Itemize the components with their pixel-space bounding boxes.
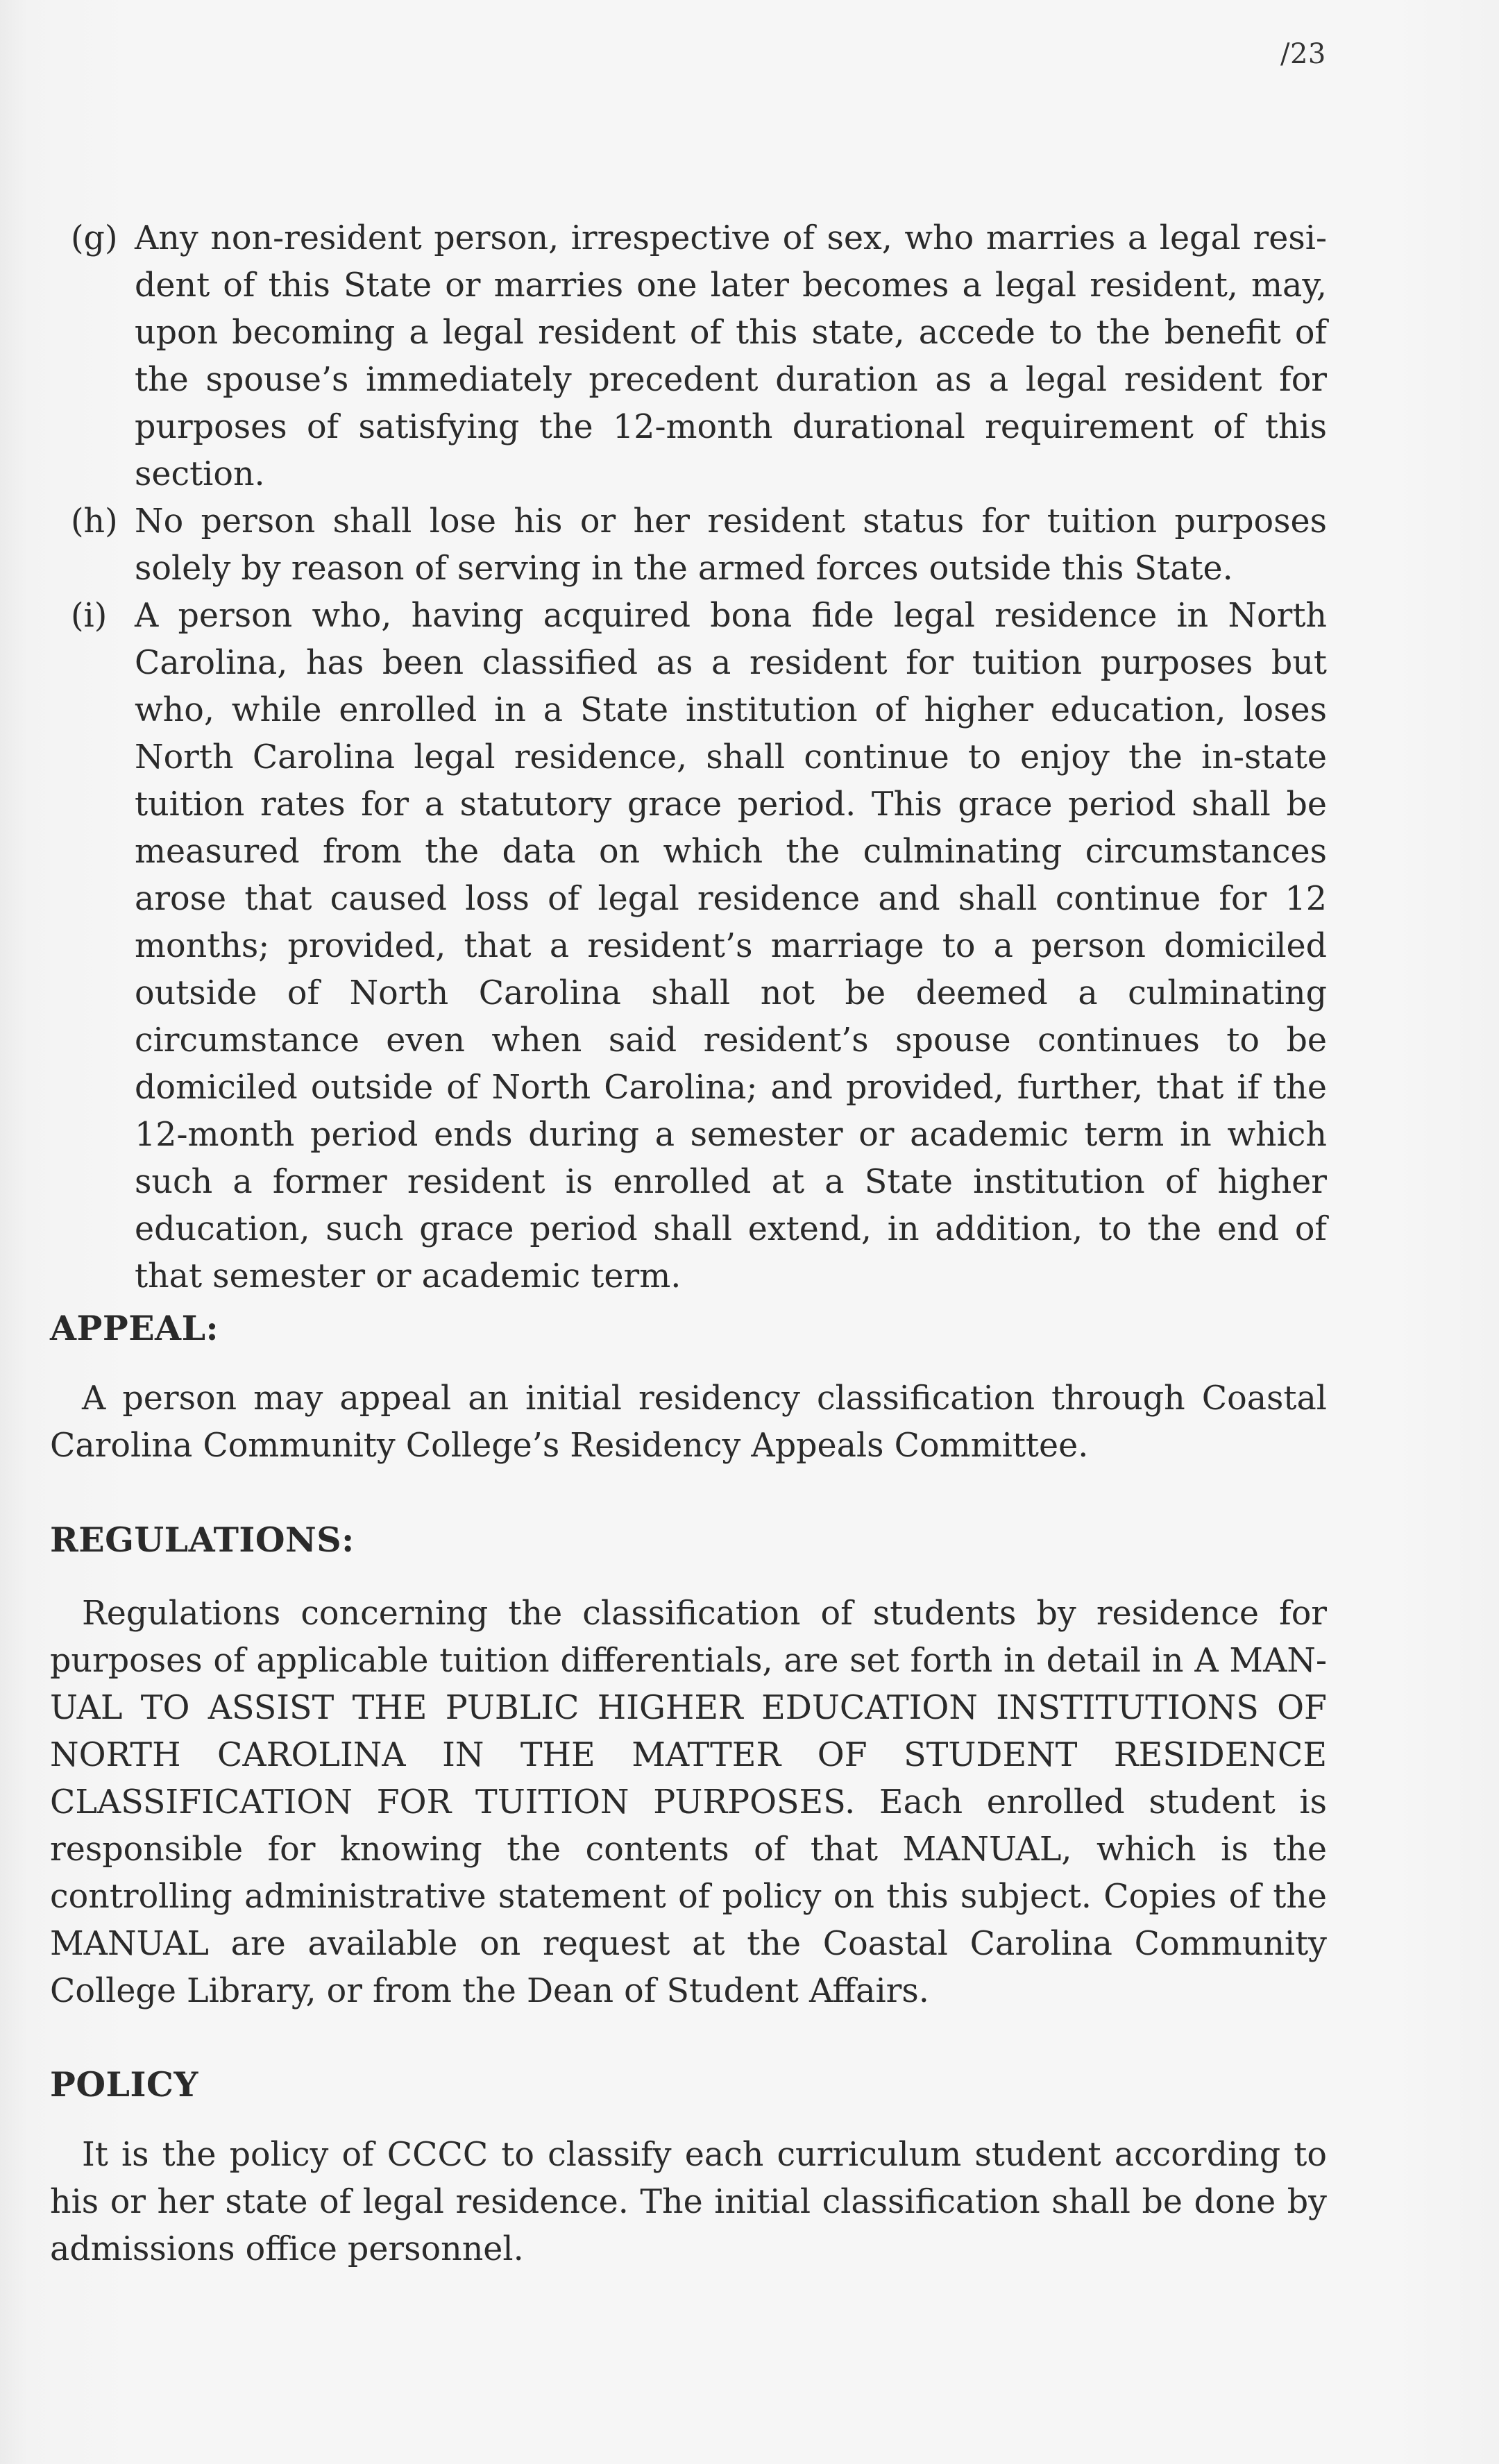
appeal-heading: APPEAL: — [50, 1308, 219, 1348]
regulations-paragraph: Regulations concerning the classification of students by residence for purposes of applicable tuition differentials, are set forth in detail in A MANUAL TO ASSIST THE PUBLIC HIGHER EDUCATION INSTITUTIONS OF NORTH CAROLINA IN THE MATTER OF STUDENT RESIDENCE CLASSIFICATION FOR TUITION PURPOSES. Each enrolled student is responsible for knowing the contents of that MANUAL, which is the controlling administrative statement of policy on this subject. Copies of the MANUAL are available on request at the Coastal Carolina Community College Library, or from the Dean of Student Affairs. — [50, 1595, 1327, 2010]
policy-paragraph: It is the policy of CCCC to classify each curriculum student according to his or her state of legal residence. The initial classification shall be done by admissions office personnel. — [50, 2136, 1327, 2268]
list-item-g — [50, 215, 1327, 498]
list-item-text: No person shall lose his or her resident status for tuition purposes solely by reason of serving in the armed forces outside this State. — [135, 502, 1327, 588]
list-item-i — [50, 593, 1327, 1300]
list-item-text: Any non-resident person, irrespective of sex, who marries a legal resident of this State or marries one later becomes a legal resident, may, upon becoming a legal resident of this state, accede to the benefit of the spouse’s immediately precedent duration as a legal resident for purposes of satisfying the 12-month durational requirement of this section. — [135, 219, 1327, 493]
list-marker: (g) — [71, 219, 118, 257]
page-number: /23 — [1280, 38, 1326, 70]
list-marker: (i) — [71, 597, 108, 635]
residency-provisions-list — [50, 215, 1327, 1300]
regulations-heading: REGULATIONS: — [50, 1520, 355, 1560]
appeal-paragraph: A person may appeal an initial residency classification through Coastal Carolina Community College’s Residency Appeals Committee. — [50, 1379, 1327, 1465]
policy-heading: POLICY — [50, 2064, 198, 2105]
list-item-text: A person who, having acquired bona fide legal residence in North Carolina, has been classified as a resident for tuition purposes but who, while enrolled in a State institution of higher education, loses North Carolina legal residence, shall continue to enjoy the in-state tuition rates for a statutory grace period. This grace period shall be measured from the data on which the culminating circumstances arose that caused loss of legal residence and shall continue for 12 months; provided, that a resident’s marriage to a person domiciled outside of North Carolina shall not be deemed a culminating circumstance even when said resident’s spouse continues to be domiciled outside of North Carolina; and provided, further, that if the 12-month period ends during a semester or academic term in which such a former resident is enrolled at a State institution of higher education, such grace period shall extend, in addition, to the end of that semester or academic term. — [135, 597, 1327, 1295]
list-marker: (h) — [71, 502, 118, 541]
list-item-h — [50, 498, 1327, 593]
